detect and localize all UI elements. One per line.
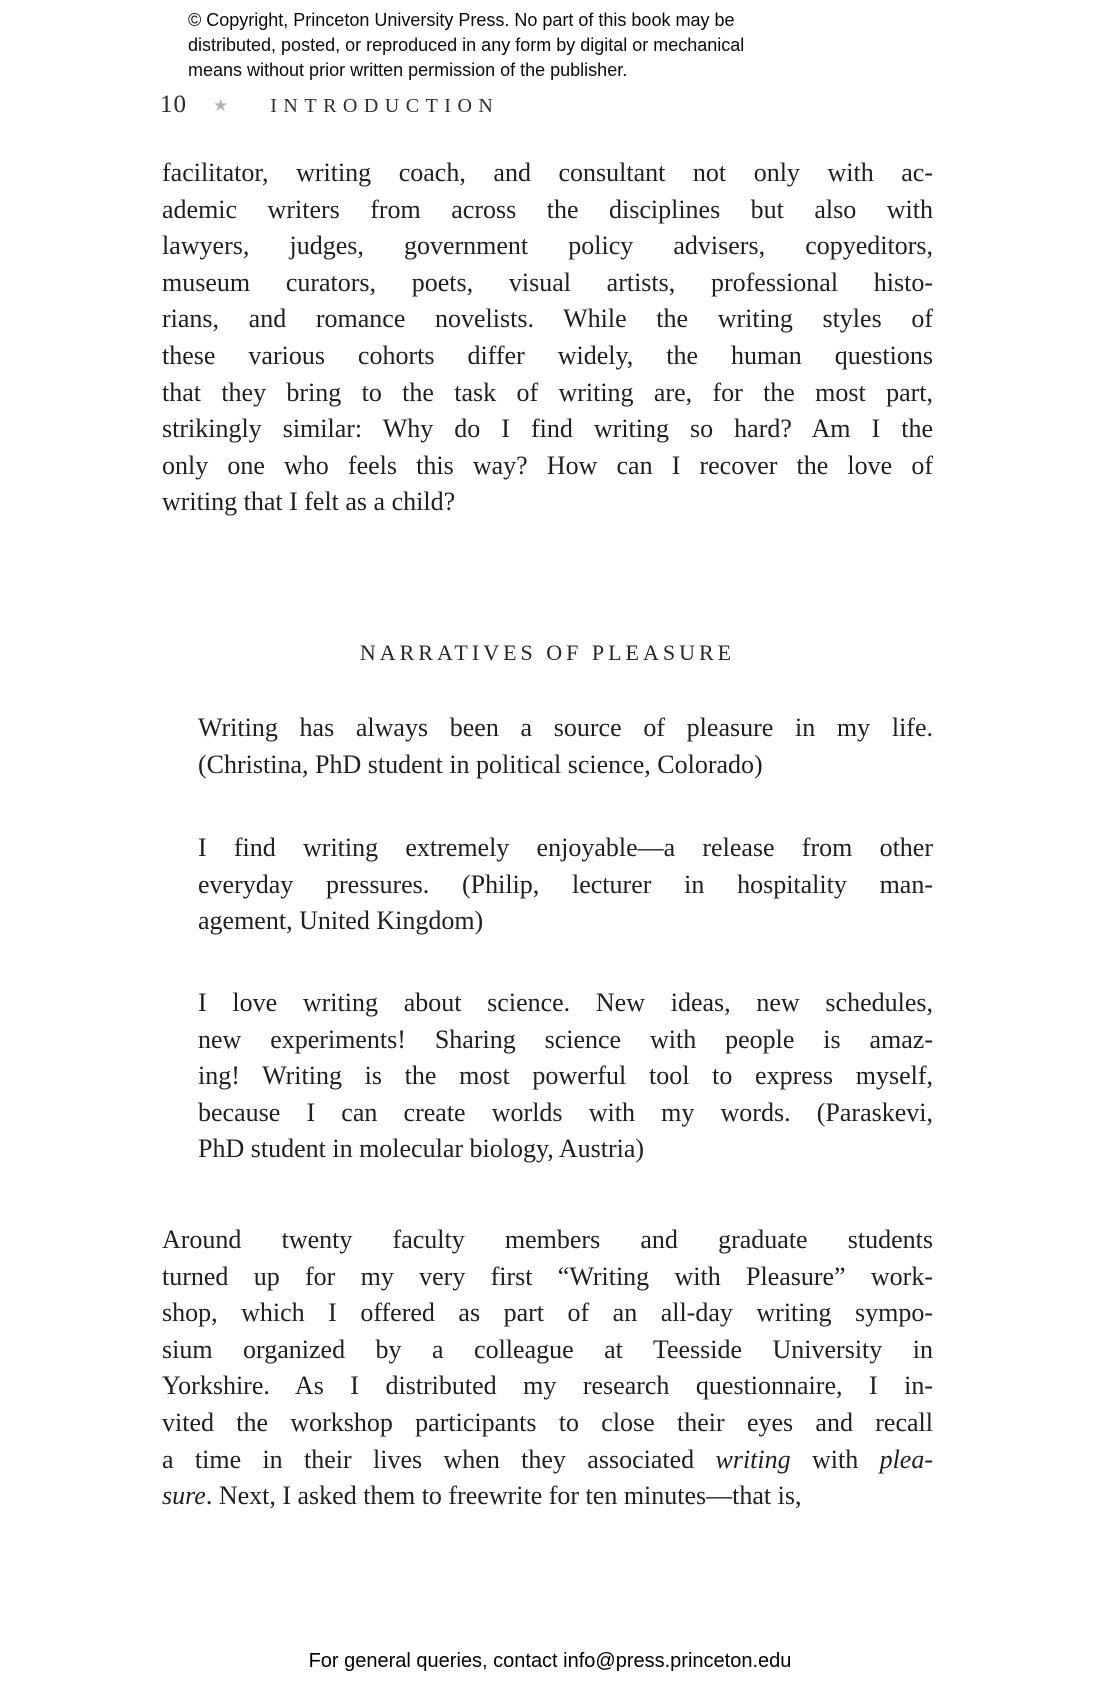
text-line: writing that I felt as a child? [162,487,456,517]
text-line: strikingly similar: Why do I find writing so hard? Am I the [162,414,933,444]
text-line: a time in their lives when they associated writing with plea- [162,1444,933,1474]
running-head-title: INTRODUCTION [270,95,500,117]
text-line: agement, United Kingdom) [198,906,484,936]
text-line: (Christina, PhD student in political science, Colorado) [198,749,763,779]
text-line: new experiments! Sharing science with people is amaz- [198,1024,933,1054]
text-line: museum curators, poets, visual artists, professional histo- [162,267,933,297]
text-line: PhD student in molecular biology, Austria) [198,1134,645,1164]
text-line: sium organized by a colleague at Teesside University in [162,1334,933,1364]
text-line: means without prior written permission of the publisher. [188,60,628,80]
text-line: shop, which I offered as part of an all-day writing sympo- [162,1298,933,1328]
copyright-notice [188,8,868,83]
text-line: because I can create worlds with my words. (Paraskevi, [198,1097,933,1127]
text-line: rians, and romance novelists. While the writing styles of [162,304,933,334]
text-line: facilitator, writing coach, and consultant not only with ac- [162,158,933,187]
text-line: ademic writers from across the disciplines but also with [162,194,933,224]
text-line: Around twenty faculty members and graduate students [162,1225,933,1254]
body-paragraph [162,155,933,521]
text-line: ing! Writing is the most powerful tool to express myself, [198,1061,933,1091]
block-quote [198,710,933,783]
text-line: only one who feels this way? How can I recover the love of [162,450,933,480]
body-paragraph [162,1222,933,1515]
text-line: turned up for my very first “Writing with Pleasure” work- [162,1261,933,1291]
text-line: Yorkshire. As I distributed my research questionnaire, I in- [162,1371,933,1401]
text-line: I love writing about science. New ideas, new schedules, [198,988,933,1017]
block-quote [198,830,933,940]
text-line: © Copyright, Princeton University Press. No part of this book may be [188,10,735,30]
text-line: I find writing extremely enjoyable—a release from other [198,833,933,862]
running-head [160,91,499,119]
page-number: 10 [160,91,187,118]
text-line: that they bring to the task of writing are, for the most part, [162,377,933,407]
text-line: sure. Next, I asked them to freewrite for ten minutes—that is, [162,1481,802,1511]
block-quote [198,985,933,1168]
text-line: distributed, posted, or reproduced in any form by digital or mechanical [188,35,745,55]
text-line: everyday pressures. (Philip, lecturer in hospitality man- [198,869,933,899]
section-heading: NARRATIVES OF PLEASURE [359,640,736,665]
text-line: lawyers, judges, government policy advisers, copyeditors, [162,231,933,261]
star-icon: ★ [213,96,229,115]
footer-contact: For general queries, contact info@press.princeton.edu [308,1650,792,1672]
text-line: Writing has always been a source of pleasure in my life. [198,713,933,742]
text-line: vited the workshop participants to close their eyes and recall [162,1407,933,1437]
text-line: these various cohorts differ widely, the human questions [162,340,933,370]
